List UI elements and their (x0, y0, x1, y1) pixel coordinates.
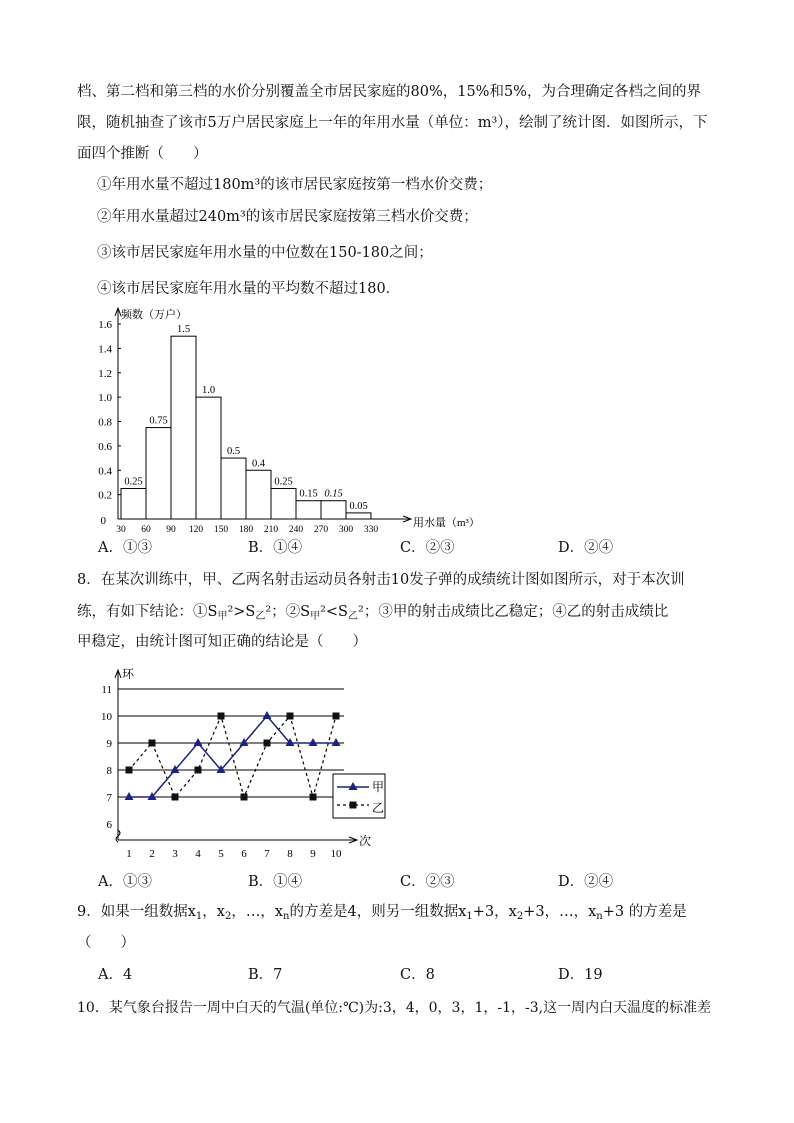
q9-text-part-4: 的方差是4，则另一组数据x (289, 904, 467, 920)
x-tick-label: 7 (264, 848, 270, 860)
y-tick-label: 0.2 (98, 489, 112, 502)
yi-data-point (126, 767, 133, 774)
subscript-jia: 甲 (310, 611, 321, 622)
q9-text-part-7: +3 的方差是 (602, 904, 687, 920)
jia-data-point (309, 738, 318, 746)
q9-text-part-1: 9．如果一组数据x (77, 904, 196, 920)
q8-line-1: 8．在某次训练中，甲、乙两名射击运动员各射击10发子弹的成绩统计图如图所示，对于本次训 (77, 572, 685, 588)
histogram-chart (88, 300, 480, 540)
q7-line-3: 面四个推断（ ） (77, 146, 208, 162)
bar-value-label: 0.05 (349, 500, 368, 512)
legend-marker-yi (350, 802, 357, 809)
q8-line-2 (77, 602, 668, 627)
subscript-yi: 乙 (348, 611, 358, 622)
yi-data-point (149, 740, 156, 747)
histogram-bar (121, 489, 146, 519)
histogram-bar (146, 428, 171, 519)
y-tick-label: 7 (106, 792, 112, 804)
origin-label: 0 (100, 515, 106, 527)
x-tick-label: 90 (166, 525, 176, 535)
legend-label-jia: 甲 (372, 780, 385, 794)
yi-data-point (264, 740, 271, 747)
bar-value-label: 0.75 (149, 415, 168, 427)
bar-value-label: 0.4 (251, 458, 266, 470)
q7-statement-2: ②年用水量超过240m³的该市居民家庭按第三档水价交费； (97, 209, 478, 225)
jia-data-point (125, 792, 134, 800)
histogram-bar (196, 397, 221, 519)
y-axis-label: 频数（万户） (121, 309, 187, 321)
subscript-1: 1 (466, 911, 473, 922)
q8-option-a[interactable]: A．①③ (98, 874, 152, 890)
y-tick-label: 0.6 (98, 440, 112, 453)
x-tick-label: 210 (263, 525, 279, 535)
y-tick-label: 11 (101, 684, 112, 696)
jia-data-point (194, 738, 203, 746)
yi-data-point (287, 713, 294, 720)
yi-data-point (241, 794, 248, 801)
histogram-bar (221, 458, 246, 519)
jia-data-point (263, 711, 272, 719)
subscript-yi: 乙 (255, 611, 266, 622)
bar-value-label: 1.5 (176, 324, 191, 336)
q7-statement-4: ④该市居民家庭年用水量的平均数不超过180． (97, 281, 401, 297)
y-tick-label: 0.4 (98, 465, 112, 478)
q10-line-1: 10．某气象台报告一周中白天的气温(单位:℃)为:3，4，0，3，1，-1，-3,这一周内白天温度的标准差 (77, 1000, 712, 1016)
jia-data-point (332, 738, 341, 746)
x-tick-label: 10 (330, 848, 342, 860)
q8-text-part-1: 练，有如下结论：①S (77, 604, 218, 620)
y-tick-label: 0.8 (98, 416, 112, 429)
q7-option-d[interactable]: D．②④ (558, 540, 614, 556)
legend-label-yi: 乙 (372, 801, 385, 815)
yi-data-point (310, 794, 317, 801)
histogram-bar (321, 501, 346, 519)
x-axis-label: 用水量（m³） (413, 517, 480, 529)
x-tick-label: 240 (288, 525, 304, 535)
q8-option-d[interactable]: D．②④ (558, 874, 614, 890)
histogram-bar (346, 513, 371, 519)
y-tick-label: 8 (106, 765, 112, 777)
q7-line-1: 档、第二档和第三档的水价分别覆盖全市居民家庭的80%，15%和5%，为合理确定各档之间的界 (77, 84, 701, 100)
y-tick-label: 9 (106, 738, 112, 750)
y-tick-label: 1.6 (98, 319, 112, 331)
x-tick-label: 330 (363, 525, 379, 535)
x-tick-label: 9 (310, 848, 316, 860)
q9-option-a[interactable]: A．4 (98, 967, 133, 983)
q8-text-part-5: ²；③甲的射击成绩比乙稳定；④乙的射击成绩比 (358, 604, 669, 620)
q8-text-part-4: ²<S (320, 604, 348, 620)
q9-text-part-6: +3，…，x (523, 904, 597, 920)
series-line-jia (129, 716, 336, 797)
q7-line-2: 限，随机抽查了该市5万户居民家庭上一年的年用水量（单位：m³），绘制了统计图．如图所示，下 (77, 115, 708, 131)
x-tick-label: 60 (141, 525, 151, 535)
y-tick-label: 1.2 (98, 367, 112, 380)
x-tick-label: 3 (172, 848, 178, 860)
q7-option-a[interactable]: A．①③ (98, 540, 152, 556)
q8-option-c[interactable]: C．②③ (400, 874, 455, 890)
x-tick-label: 8 (287, 848, 293, 860)
x-tick-label: 4 (195, 848, 201, 860)
bar-value-label: 0.25 (124, 476, 143, 488)
q9-option-d[interactable]: D．19 (558, 967, 603, 983)
q9-text-part-5: +3，x (472, 904, 517, 920)
x-axis-label: 次 (359, 834, 372, 848)
bar-value-label: 1.0 (201, 385, 216, 397)
yi-data-point (333, 713, 340, 720)
histogram-bar (171, 336, 196, 519)
y-axis-label: 环 (122, 667, 135, 681)
q8-text-part-3: ²；②S (265, 604, 311, 620)
subscript-2: 2 (224, 911, 232, 922)
q8-line-3: 甲稳定，由统计图可知正确的结论是（ ） (77, 634, 367, 650)
q8-option-b[interactable]: B．①④ (248, 874, 303, 890)
x-tick-label: 180 (238, 525, 254, 535)
y-tick-label: 1.4 (98, 343, 112, 356)
shooting-score-chart (88, 660, 398, 865)
q9-line-2: （ ） (77, 935, 135, 951)
q7-statement-3: ③该市居民家庭年用水量的中位数在150-180之间； (97, 245, 433, 261)
bar-value-label: 0.25 (274, 476, 293, 488)
x-tick-label: 1 (126, 848, 132, 860)
q9-option-c[interactable]: C．8 (400, 967, 435, 983)
q9-text-part-2: ，x (202, 904, 225, 920)
x-tick-label: 300 (338, 525, 354, 535)
subscript-jia: 甲 (217, 611, 228, 622)
yi-data-point (218, 713, 225, 720)
q9-option-b[interactable]: B．7 (248, 967, 283, 983)
x-tick-label: 120 (188, 525, 204, 535)
x-tick-label: 30 (116, 525, 126, 535)
histogram-bar (296, 501, 321, 519)
x-tick-label: 150 (213, 525, 229, 535)
subscript-2: 2 (516, 911, 524, 922)
histogram-bar (271, 489, 296, 519)
subscript-1: 1 (195, 911, 203, 922)
q8-text-part-2: ²>S (227, 604, 256, 620)
q9-line-1 (77, 902, 687, 927)
bar-value-label: 0.15 (324, 488, 343, 500)
q7-statement-1: ①年用水量不超过180m³的该市居民家庭按第一档水价交费； (97, 177, 493, 193)
q7-option-c[interactable]: C．②③ (400, 540, 455, 556)
y-tick-label: 6 (106, 819, 112, 831)
y-tick-label: 10 (101, 711, 112, 723)
bar-value-label: 0.15 (299, 488, 318, 500)
subscript-n: n (283, 911, 290, 922)
bar-value-label: 0.5 (226, 446, 241, 458)
yi-data-point (172, 794, 179, 801)
q9-text-part-3: ，…，x (231, 904, 284, 920)
histogram-bar (246, 470, 271, 519)
x-tick-label: 270 (313, 525, 329, 535)
x-tick-label: 6 (241, 848, 247, 860)
yi-data-point (195, 767, 202, 774)
q7-option-b[interactable]: B．①④ (248, 540, 303, 556)
x-tick-label: 2 (149, 848, 155, 860)
x-tick-label: 5 (218, 848, 224, 860)
y-tick-label: 1.0 (98, 392, 112, 405)
subscript-n: n (596, 911, 603, 922)
